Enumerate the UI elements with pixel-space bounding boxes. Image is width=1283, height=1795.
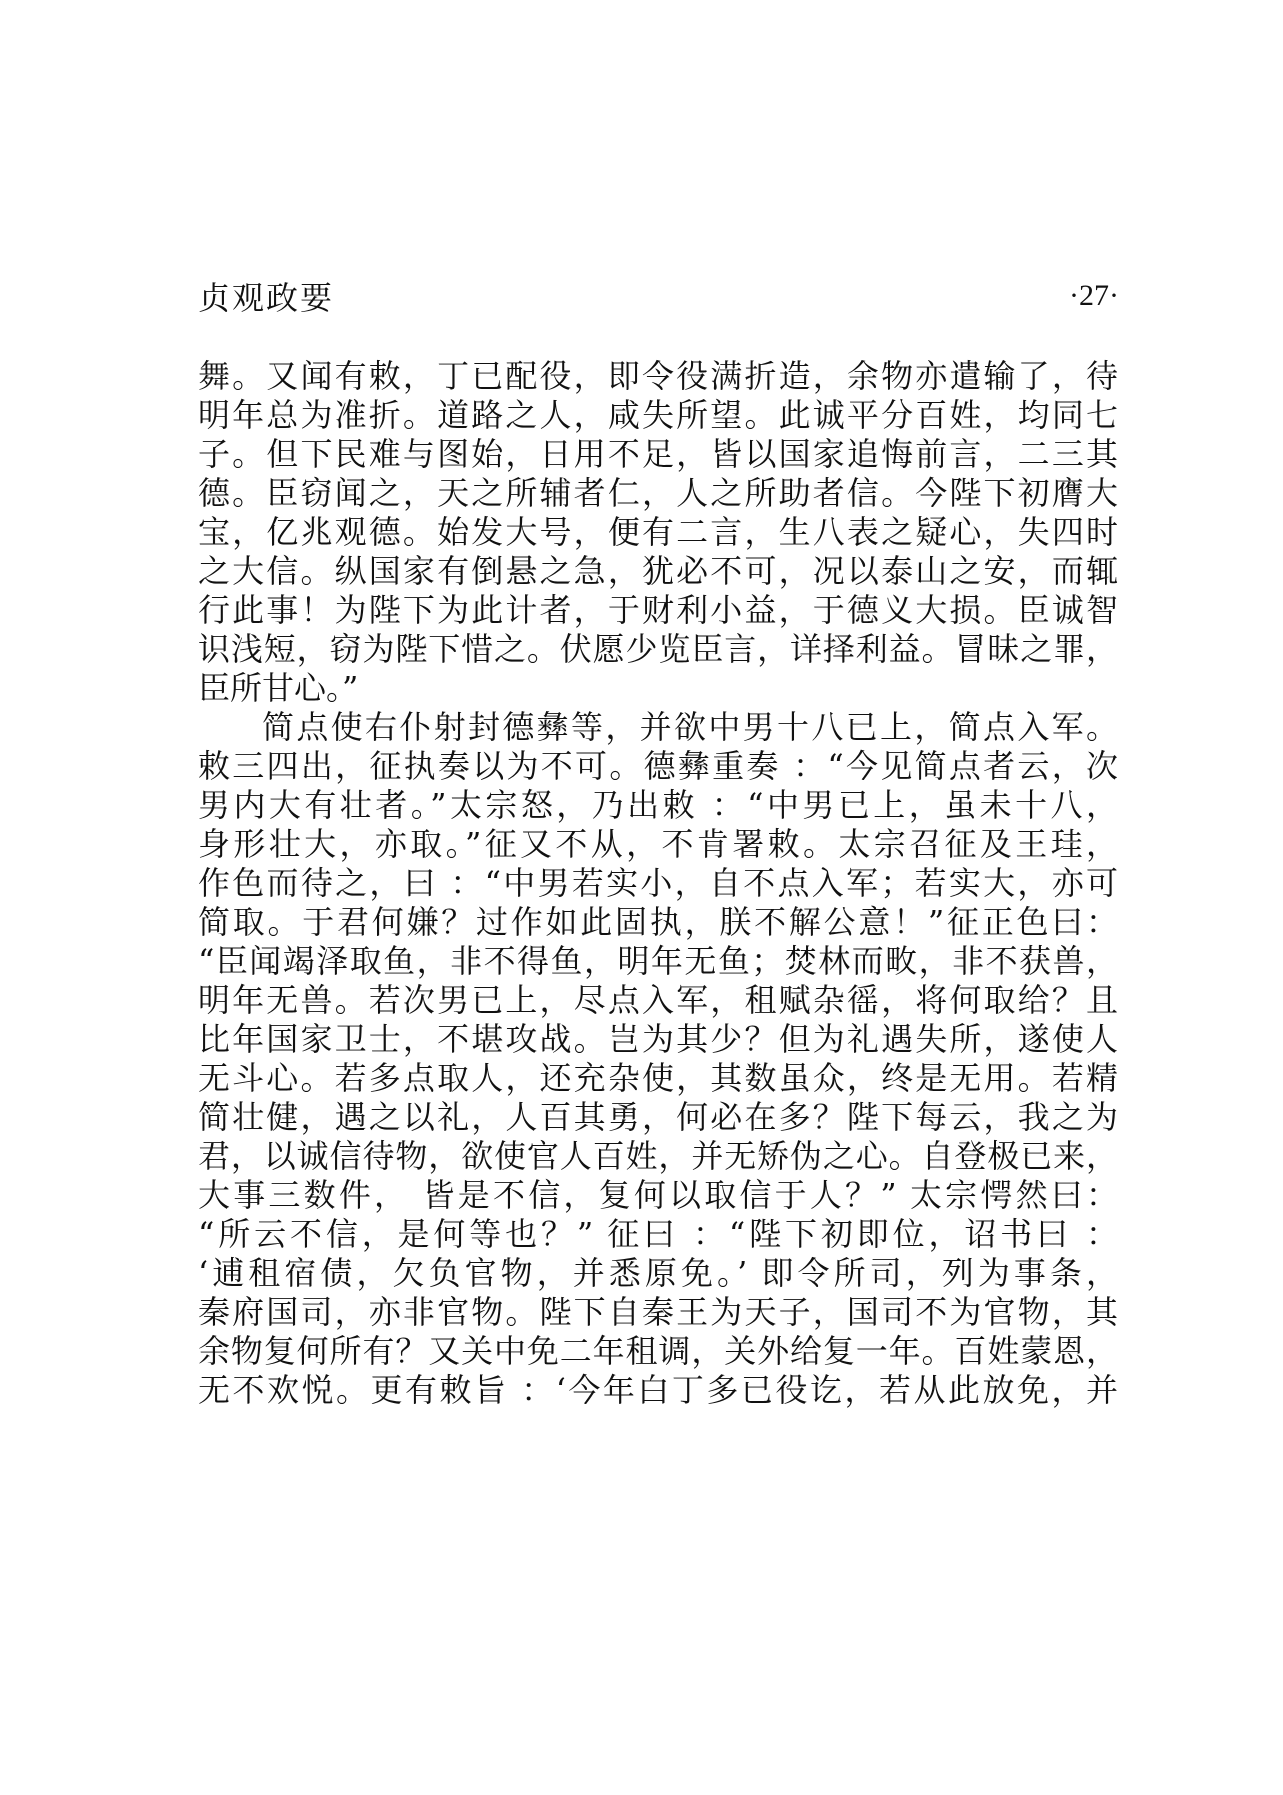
text-line: 比年国家卫士，不堪攻战。岂为其少？但为礼遇失所，遂使人 [198,1020,1118,1058]
text-line: ‘逋租宿债，欠负官物，并悉原免。’ 即令所司，列为事条， [198,1254,1118,1292]
text-line: 明年无兽。若次男已上，尽点入军，租赋杂徭，将何取给？且 [198,981,1118,1019]
text-line: 敕三四出，征执奏以为不可。德彝重奏 ：“今见简点者云，次 [198,747,1118,785]
text-line: 君，以诚信待物，欲使官人百姓，并无矫伪之心。自登极已来， [198,1137,1118,1175]
text-line: 作色而待之，曰 ：“中男若实小，自不点入军；若实大，亦可 [198,864,1118,902]
body-text [198,357,1118,1410]
text-line: 大事三数件， 皆是不信，复何以取信于人？” 太宗愕然曰： [198,1176,1118,1214]
text-line: 子。但下民难与图始，日用不足，皆以国家追悔前言，二三其 [198,435,1118,473]
text-line: 身形壮大，亦取。”征又不从，不肯署敕。太宗召征及王珪， [198,825,1118,863]
text-line: 明年总为准折。道路之人，咸失所望。此诚平分百姓，均同七 [198,396,1118,434]
text-line: “所云不信，是何等也？” 征曰 ：“陛下初即位，诏书曰 ： [198,1215,1118,1253]
text-line: 行此事！为陛下为此计者，于财利小益，于德义大损。臣诚智 [198,591,1118,629]
text-line: 余物复何所有？又关中免二年租调，关外给复一年。百姓蒙恩， [198,1332,1118,1370]
book-title: 贞观政要 [198,279,335,317]
text-line: 简取。于君何嫌？过作如此固执，朕不解公意！”征正色曰： [198,903,1118,941]
text-line: 简壮健，遇之以礼，人百其勇，何必在多？陛下每云，我之为 [198,1098,1118,1136]
text-line: 男内大有壮者。”太宗怒，乃出敕 ：“中男已上，虽未十八， [198,786,1118,824]
text-line: 无斗心。若多点取人，还充杂使，其数虽众，终是无用。若精 [198,1059,1118,1097]
text-line: 识浅短，窃为陛下惜之。伏愿少览臣言，详择利益。冒昧之罪， [198,630,1118,668]
text-line: 舞。又闻有敕，丁已配役，即令役满折造，余物亦遣输了，待 [198,357,1118,395]
text-line: 宝，亿兆观德。始发大号，便有二言，生八表之疑心，失四时 [198,513,1118,551]
text-line: 简点使右仆射封德彝等，并欲中男十八已上，简点入军。 [262,708,1118,746]
text-line: 之大信。纵国家有倒悬之急，犹必不可，况以泰山之安，而辄 [198,552,1118,590]
page-number: ·27· [1069,279,1119,312]
text-line: 无不欢悦。更有敕旨 ：‘今年白丁多已役讫，若从此放免，并 [198,1371,1118,1409]
text-line: 德。臣窃闻之，天之所辅者仁，人之所助者信。今陛下初膺大 [198,474,1118,512]
text-line: “臣闻竭泽取鱼，非不得鱼，明年无鱼；焚林而畋，非不获兽， [198,942,1118,980]
text-line: 秦府国司，亦非官物。陛下自秦王为天子，国司不为官物，其 [198,1293,1118,1331]
text-line: 臣所甘心。” [198,669,359,707]
running-header [198,274,1119,318]
